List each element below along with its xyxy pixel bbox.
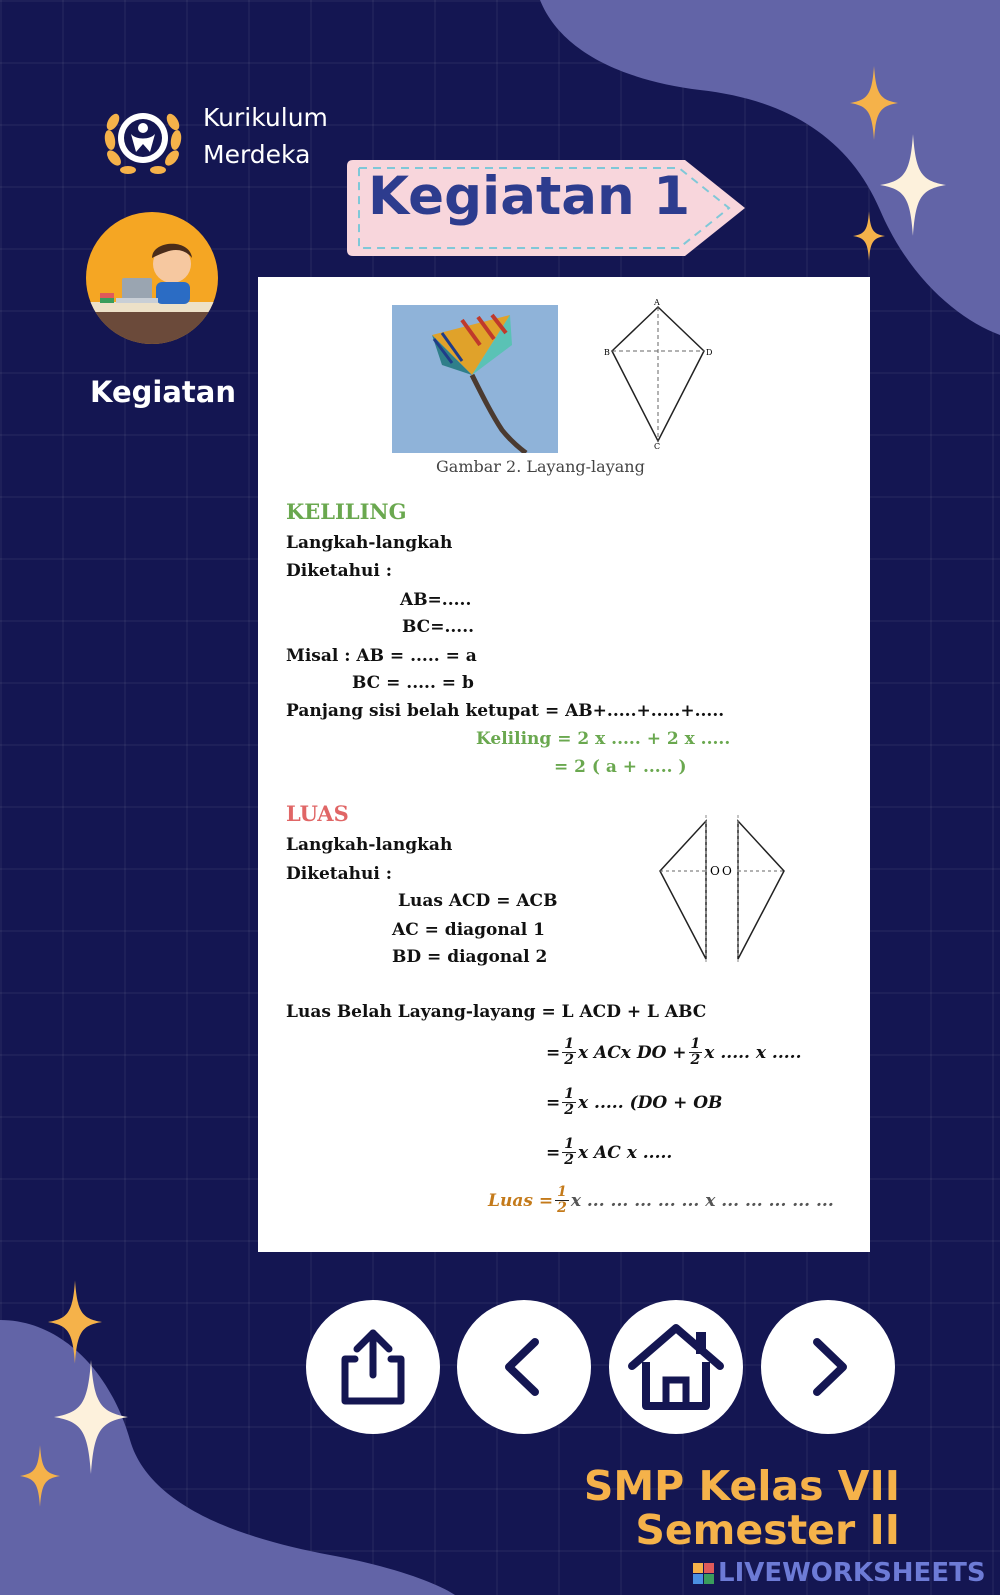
fraction-half (555, 1185, 569, 1216)
keliling-heading: KELILING (286, 499, 407, 524)
misal-bc: BC = ..... = b (352, 673, 474, 693)
sparkle-icon (853, 210, 885, 262)
share-button[interactable] (306, 1300, 440, 1434)
luas-step-2 (546, 1087, 722, 1118)
luas-step-1a: x ACx DO + (578, 1042, 687, 1063)
kurikulum-merdeka-logo (98, 100, 188, 180)
share-icon (331, 1325, 415, 1409)
keliling-steps: Langkah-langkah (286, 533, 453, 553)
luas-known: Diketahui : (286, 864, 393, 884)
keliling-formula-2: = 2 ( a + ..... ) (554, 757, 687, 777)
luas-ac: AC = diagonal 1 (392, 920, 545, 940)
panjang-sisi: Panjang sisi belah ketupat = AB+.....+.....+..... (286, 701, 725, 721)
semester-label: Semester II (635, 1506, 900, 1554)
fraction-half (689, 1037, 703, 1068)
luas-bd: BD = diagonal 2 (392, 947, 548, 967)
luas-step-4-text: x ... ... ... ... ... x ... ... ... ... ... (570, 1190, 834, 1211)
fraction-numerator: 1 (564, 1136, 574, 1152)
svg-text:O: O (722, 864, 732, 878)
luas-step-3 (546, 1137, 672, 1168)
next-button[interactable] (761, 1300, 895, 1434)
sparkle-icon (20, 1445, 60, 1507)
luas-formula: Luas Belah Layang-layang = L ACD + L ABC (286, 1002, 707, 1022)
class-level: SMP Kelas VII (583, 1462, 900, 1510)
fraction-half (562, 1137, 576, 1168)
sparkle-icon (48, 1280, 102, 1364)
luas-step-1b: x ..... x ..... (704, 1042, 802, 1063)
svg-text:A: A (654, 299, 660, 307)
svg-text:D: D (706, 348, 713, 357)
fraction-denominator: 2 (557, 1200, 567, 1216)
chevron-right-icon (793, 1332, 863, 1402)
equals-sign: = (546, 1092, 561, 1113)
sparkle-icon (54, 1360, 128, 1474)
fraction-half (562, 1037, 576, 1068)
sparkle-icon (880, 132, 946, 238)
luas-acd: Luas ACD = ACB (398, 891, 558, 911)
fraction-denominator: 2 (564, 1102, 574, 1118)
activity-avatar[interactable] (86, 212, 218, 344)
keliling-ab: AB=..... (400, 590, 472, 610)
activity-label: Kegiatan (90, 375, 236, 409)
figure-caption: Gambar 2. Layang-layang (436, 457, 645, 476)
svg-text:C: C (654, 442, 661, 449)
brand-line-2: Merdeka (203, 140, 311, 169)
keliling-known: Diketahui : (286, 561, 393, 581)
brand-line-1: Kurikulum (203, 103, 328, 132)
equals-sign: = (546, 1042, 561, 1063)
luas-step-2-text: x ..... (DO + OB (578, 1092, 723, 1113)
keliling-formula: Keliling = 2 x ..... + 2 x ..... (476, 729, 731, 749)
watermark-text: LIVEWORKSHEETS (718, 1558, 986, 1588)
misal-ab: Misal : AB = ..... = a (286, 646, 477, 666)
luas-step-1 (546, 1037, 802, 1068)
luas-heading: LUAS (286, 801, 349, 826)
keliling-bc: BC=..... (402, 617, 475, 637)
fraction-numerator: 1 (557, 1184, 567, 1200)
previous-button[interactable] (457, 1300, 591, 1434)
luas-steps: Langkah-langkah (286, 835, 453, 855)
fraction-numerator: 1 (564, 1036, 574, 1052)
fraction-denominator: 2 (564, 1052, 574, 1068)
kite-diagram (600, 299, 716, 449)
liveworksheets-watermark (693, 1558, 986, 1588)
equals-sign: = (546, 1142, 561, 1163)
fraction-half (562, 1087, 576, 1118)
worksheet-panel (258, 277, 870, 1252)
liveworksheets-logo-icon (693, 1563, 714, 1584)
fraction-denominator: 2 (690, 1052, 701, 1068)
page-title: Kegiatan 1 (368, 166, 691, 227)
svg-text:B: B (604, 348, 610, 357)
luas-step-4 (488, 1185, 834, 1216)
brand-name (203, 99, 328, 173)
home-icon (626, 1322, 726, 1412)
kite-photo (392, 305, 558, 453)
fraction-numerator: 1 (564, 1086, 574, 1102)
home-button[interactable] (609, 1300, 743, 1434)
luas-step-3-text: x AC x ..... (578, 1142, 673, 1163)
svg-text:O: O (710, 864, 720, 878)
luas-result-label: Luas = (488, 1190, 554, 1211)
split-kite-diagram (654, 815, 804, 965)
chevron-left-icon (489, 1332, 559, 1402)
fraction-numerator: 1 (690, 1036, 701, 1052)
sparkle-icon (850, 66, 898, 140)
fraction-denominator: 2 (564, 1152, 574, 1168)
